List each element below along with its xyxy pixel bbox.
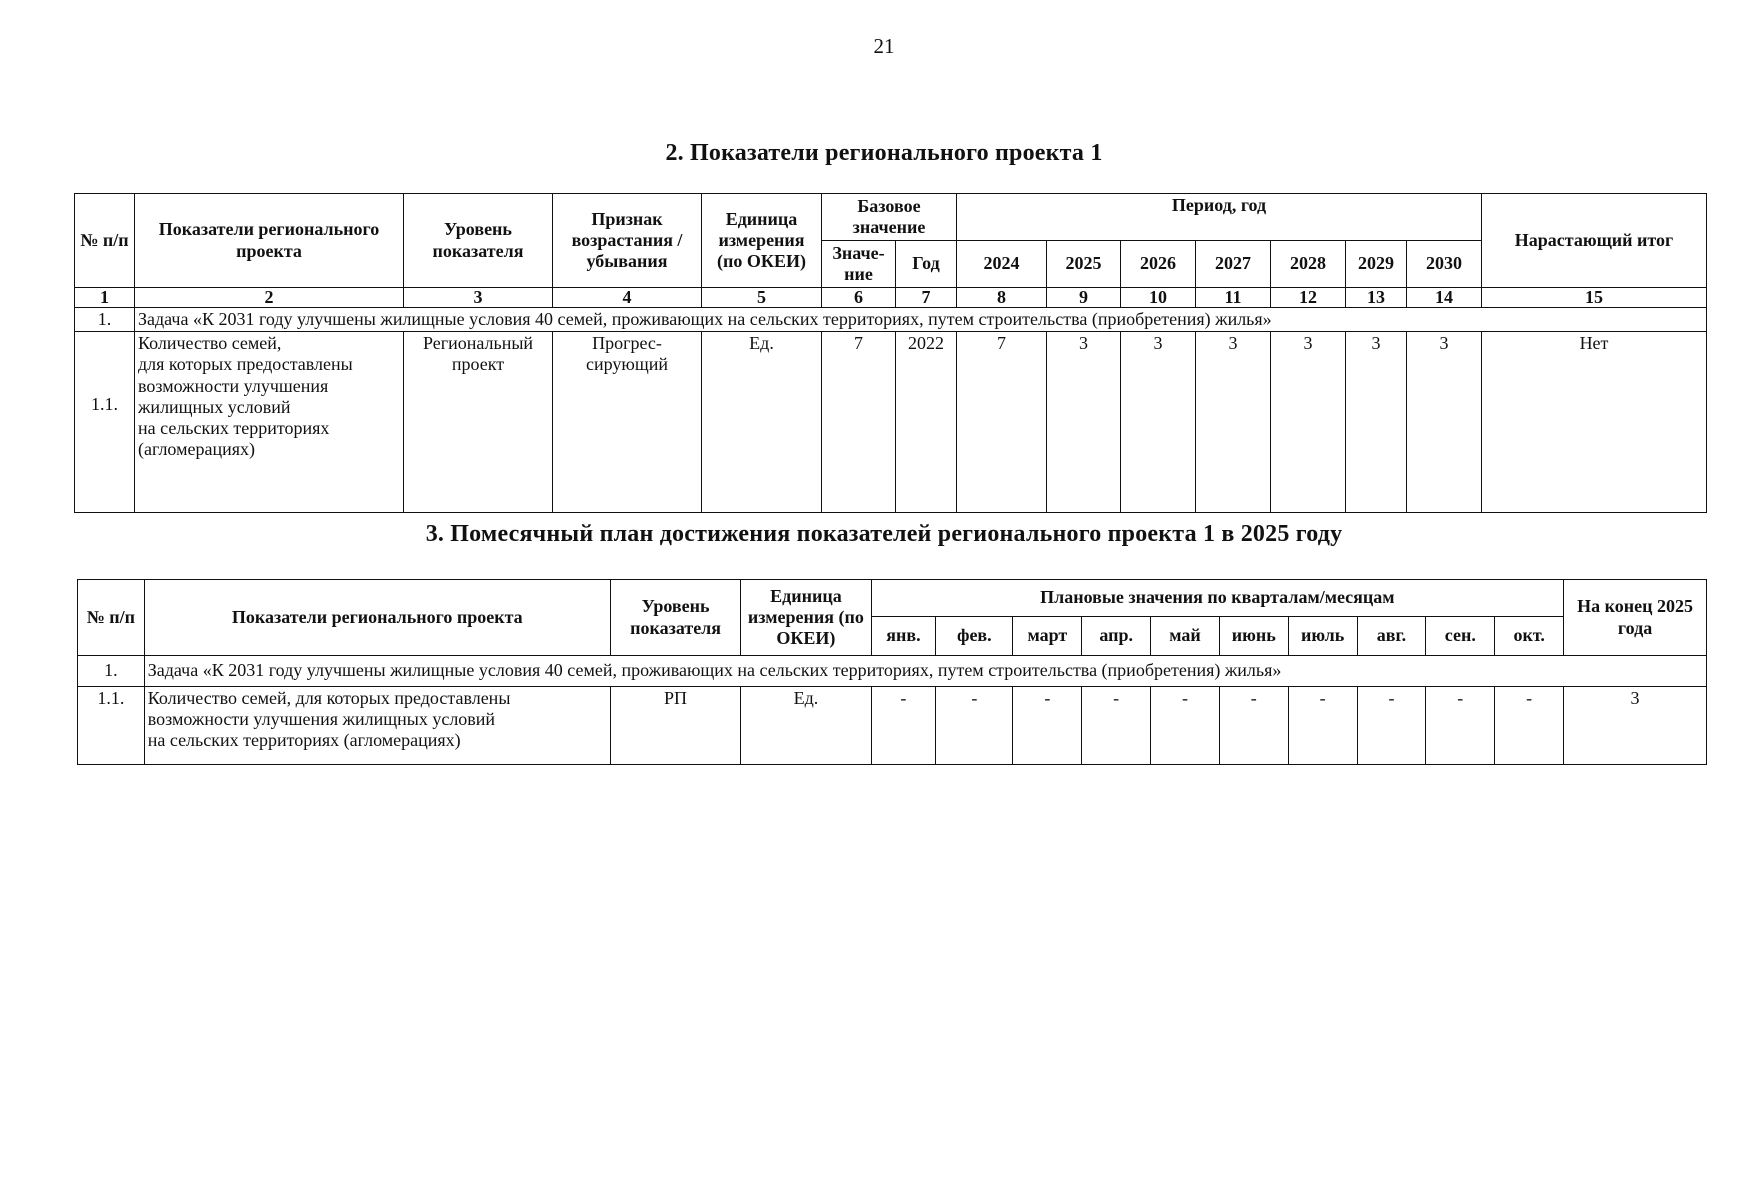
column-number: 15: [1482, 288, 1707, 308]
header-month: май: [1151, 617, 1220, 656]
month-value: -: [1357, 687, 1426, 765]
header-month: фев.: [936, 617, 1013, 656]
unit-value: Ед.: [741, 687, 871, 765]
indicator-line: возможности улучшения жилищных условий: [147, 709, 496, 730]
header-num: № п/п: [75, 194, 135, 288]
header-indicator: Показатели регионального проекта: [135, 194, 404, 288]
task-num: 1.: [75, 307, 135, 331]
indicator-line: для которых предоставлены: [138, 354, 353, 375]
indicator-line: на сельских территориях: [138, 418, 330, 439]
month-value: -: [1082, 687, 1151, 765]
cumulative-value: Нет: [1482, 332, 1707, 513]
header-cumulative: Нарастающий итог: [1482, 194, 1707, 288]
header-base-year: Год: [896, 241, 957, 288]
task-num: 1.: [78, 656, 145, 687]
column-number: 13: [1346, 288, 1407, 308]
end-value: 3: [1564, 687, 1707, 765]
column-number: 2: [135, 288, 404, 308]
base-year: 2022: [896, 332, 957, 513]
column-number: 6: [822, 288, 896, 308]
header-level: Уровень показателя: [610, 580, 740, 656]
header-year: 2030: [1407, 241, 1482, 288]
task-text: Задача «К 2031 году улучшены жилищные условия 40 семей, проживающих на сельских территориях, путем строительства (приобретения) жилья»: [144, 656, 1706, 687]
header-year: 2028: [1271, 241, 1346, 288]
header-year: 2025: [1047, 241, 1121, 288]
indicator-cell: [144, 687, 610, 765]
year-value: 7: [957, 332, 1047, 513]
column-number: 11: [1196, 288, 1271, 308]
header-month: янв.: [871, 617, 936, 656]
header-year: 2029: [1346, 241, 1407, 288]
column-number: 8: [957, 288, 1047, 308]
header-end: На конец 2025 года: [1564, 580, 1707, 656]
month-value: -: [936, 687, 1013, 765]
header-year: 2024: [957, 241, 1047, 288]
regional-project-indicators-table: [74, 193, 1707, 513]
indicator-line: (агломерациях): [138, 439, 255, 460]
header-num: № п/п: [78, 580, 145, 656]
level-value: РП: [610, 687, 740, 765]
section-3-title: 3. Помесячный план достижения показателей регионального проекта 1 в 2025 году: [425, 521, 1343, 547]
month-value: -: [1013, 687, 1082, 765]
year-value: 3: [1346, 332, 1407, 513]
task-text: Задача «К 2031 году улучшены жилищные условия 40 семей, проживающих на сельских территориях, путем строительства (приобретения) жилья»: [135, 307, 1707, 331]
header-month: авг.: [1357, 617, 1426, 656]
month-value: -: [1219, 687, 1288, 765]
year-value: 3: [1121, 332, 1196, 513]
year-value: 3: [1271, 332, 1346, 513]
indicator-line: на сельских территориях (агломерациях): [147, 730, 461, 751]
header-month: сен.: [1426, 617, 1495, 656]
month-value: -: [871, 687, 936, 765]
column-number: 1: [75, 288, 135, 308]
header-base-value: Значе-ние: [822, 241, 896, 288]
header-indicator: Показатели регионального проекта: [144, 580, 610, 656]
month-value: -: [1495, 687, 1564, 765]
header-period: Период, год: [957, 194, 1482, 241]
column-number: 14: [1407, 288, 1482, 308]
header-year: 2027: [1196, 241, 1271, 288]
header-month: окт.: [1495, 617, 1564, 656]
indicator-cell: [135, 332, 404, 513]
header-trend: Признак возрастания / убывания: [553, 194, 702, 288]
indicator-line: Количество семей,: [138, 333, 282, 354]
month-value: -: [1151, 687, 1220, 765]
header-month: апр.: [1082, 617, 1151, 656]
header-month: июль: [1288, 617, 1357, 656]
column-number: 12: [1271, 288, 1346, 308]
column-number: 9: [1047, 288, 1121, 308]
header-base: Базовое значение: [822, 194, 957, 241]
year-value: 3: [1407, 332, 1482, 513]
year-value: 3: [1196, 332, 1271, 513]
column-number: 10: [1121, 288, 1196, 308]
year-value: 3: [1047, 332, 1121, 513]
row-num: 1.1.: [78, 687, 145, 765]
indicator-line: Количество семей, для которых предоставлены: [147, 688, 511, 708]
trend-value: Прогрес-сирующий: [553, 332, 702, 513]
section-2-title: 2. Показатели регионального проекта 1: [665, 140, 1103, 166]
header-planned: Плановые значения по кварталам/месяцам: [871, 580, 1563, 617]
month-value: -: [1288, 687, 1357, 765]
header-month: март: [1013, 617, 1082, 656]
month-value: -: [1426, 687, 1495, 765]
header-year: 2026: [1121, 241, 1196, 288]
monthly-plan-table: [77, 579, 1707, 765]
row-num: 1.1.: [75, 332, 135, 513]
unit-value: Ед.: [702, 332, 822, 513]
base-value: 7: [822, 332, 896, 513]
header-unit: Единица измерения (по ОКЕИ): [741, 580, 871, 656]
header-month: июнь: [1219, 617, 1288, 656]
header-level: Уровень показателя: [404, 194, 553, 288]
page-number: 21: [873, 34, 895, 58]
column-number: 4: [553, 288, 702, 308]
header-unit: Единица измерения (по ОКЕИ): [702, 194, 822, 288]
column-number: 5: [702, 288, 822, 308]
indicator-line: жилищных условий: [138, 396, 291, 417]
level-value: Региональный проект: [404, 332, 553, 513]
indicator-line: возможности улучшения: [138, 375, 329, 396]
column-number: 7: [896, 288, 957, 308]
column-number: 3: [404, 288, 553, 308]
